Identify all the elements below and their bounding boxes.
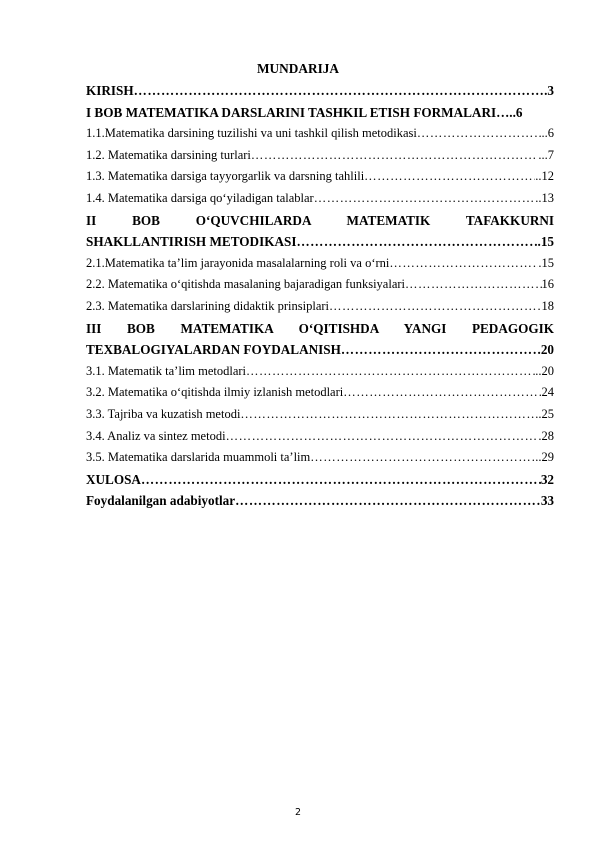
toc-entry-leader bbox=[235, 490, 541, 512]
toc-entry bbox=[86, 274, 554, 296]
toc-entry-word: III bbox=[86, 320, 102, 336]
toc-entry bbox=[86, 361, 554, 383]
toc-entry-label: 1.4. Matematika darsiga qo‘yiladigan talablar bbox=[86, 190, 314, 205]
toc-entry-label: Foydalanilgan adabiyotlar bbox=[86, 493, 236, 509]
toc-entry-label: 2.3. Matematika darslarining didaktik prinsiplari bbox=[86, 298, 329, 313]
toc-entry-label: 3.3. Tajriba va kuzatish metodi bbox=[86, 406, 241, 421]
toc-entry-page: 20 bbox=[540, 342, 554, 358]
toc-entry-label: 2.2. Matematika o‘qitishda masalaning bajaradigan funksiyalari bbox=[86, 277, 406, 292]
toc-entry-leader bbox=[296, 231, 534, 253]
page-number: 2 bbox=[294, 807, 302, 818]
toc-entry-label: 2.1.Matematika ta’lim jarayonida masalalarning roli va o‘rni bbox=[86, 255, 390, 270]
toc-entry-label: I BOB MATEMATIKA DARSLARINI TASHKIL ETISH FORMALARI bbox=[86, 104, 497, 120]
toc-entry-label: 3.5. Matematika darslarida muammoli ta’lim bbox=[86, 450, 311, 465]
toc-entry-page: ..20 bbox=[535, 363, 554, 378]
toc-entry-word: BOB bbox=[127, 320, 155, 336]
toc-entry-leader bbox=[226, 426, 539, 448]
toc-entry-label: 3.1. Matematik ta’lim metodlari bbox=[86, 363, 247, 378]
toc-entry-leader bbox=[310, 447, 535, 469]
toc-entry bbox=[86, 382, 554, 404]
toc-entry-word: PEDAGOGIK bbox=[471, 320, 555, 336]
toc-entry bbox=[86, 166, 554, 188]
toc-entry-leader bbox=[329, 296, 542, 318]
toc-entry-page: .13 bbox=[538, 190, 554, 205]
toc-entry-page: .25 bbox=[538, 406, 554, 421]
toc-entry-word: MATEMATIK bbox=[346, 212, 431, 228]
toc-entry-leader bbox=[314, 188, 539, 210]
toc-entry-leader bbox=[141, 469, 541, 491]
toc-entry-word: YANGI bbox=[403, 320, 447, 336]
toc-entry bbox=[86, 469, 554, 491]
toc-entry-leader bbox=[251, 145, 538, 167]
toc-entry bbox=[86, 490, 554, 512]
toc-entry bbox=[86, 188, 554, 210]
toc-entry-page: ..6 bbox=[541, 126, 554, 141]
toc-entry-leader bbox=[389, 253, 538, 275]
toc-entry-leader bbox=[341, 339, 541, 361]
toc-entry-leader bbox=[405, 274, 541, 296]
toc-entry-label: 3.4. Analiz va sintez metodi bbox=[86, 428, 226, 443]
toc-entry-word: MATEMATIKA bbox=[180, 320, 274, 336]
toc-entry-leader bbox=[417, 123, 542, 145]
toc-entry-leader bbox=[246, 361, 535, 383]
toc-entry-page: ..12 bbox=[535, 169, 554, 184]
toc-entry-word: II bbox=[86, 212, 97, 228]
table-of-contents bbox=[86, 80, 554, 512]
toc-entry-label: XULOSA bbox=[86, 471, 141, 487]
toc-entry-label: 3.2. Matematika o‘qitishda ilmiy izlanish metodlari bbox=[86, 385, 344, 400]
toc-entry-word: BOB bbox=[132, 212, 160, 228]
toc-entry-word: O‘QUVCHILARDA bbox=[195, 212, 311, 228]
toc-entry-page: 18 bbox=[541, 298, 554, 313]
toc-entry-label: SHAKLLANTIRISH METODIKASI bbox=[86, 234, 297, 250]
toc-entry bbox=[86, 80, 554, 102]
toc-entry-page: .28 bbox=[538, 428, 554, 443]
toc-entry-page: ...7 bbox=[538, 147, 554, 162]
toc-entry-word: O‘QITISHDA bbox=[298, 320, 379, 336]
toc-entry bbox=[86, 318, 554, 340]
toc-entry bbox=[86, 426, 554, 448]
toc-entry-leader bbox=[343, 382, 541, 404]
page-title: MUNDARIJA bbox=[257, 61, 339, 76]
toc-entry-label: TEXBALOGIYALARDAN FOYDALANISH bbox=[86, 342, 341, 358]
toc-entry-page: ..29 bbox=[535, 450, 554, 465]
toc-entry-page: 16 bbox=[541, 277, 554, 292]
toc-entry bbox=[86, 123, 554, 145]
toc-entry-leader bbox=[364, 166, 535, 188]
toc-entry-page: …..6 bbox=[496, 104, 523, 120]
toc-entry bbox=[86, 447, 554, 469]
toc-entry bbox=[86, 102, 554, 124]
toc-entry-label: 1.1.Matematika darsining tuzilishi va uni tashkil qilish metodikasi bbox=[86, 126, 417, 141]
toc-entry-label: 1.3. Matematika darsiga tayyorgarlik va darsning tahlili bbox=[86, 169, 365, 184]
toc-entry-leader bbox=[134, 80, 544, 102]
toc-entry-label: 1.2. Matematika darsining turlari bbox=[86, 147, 251, 162]
toc-entry bbox=[86, 296, 554, 318]
toc-entry-page: 24 bbox=[541, 385, 554, 400]
toc-entry bbox=[86, 339, 554, 361]
toc-entry bbox=[86, 404, 554, 426]
toc-entry-page: ..15 bbox=[534, 234, 554, 250]
toc-entry-page: .15 bbox=[538, 255, 554, 270]
toc-entry-page: 33 bbox=[540, 493, 554, 509]
toc-entry-word: TAFAKKURNI bbox=[465, 212, 555, 228]
toc-entry-page: .3 bbox=[544, 83, 554, 98]
toc-entry bbox=[86, 210, 554, 232]
toc-entry bbox=[86, 253, 554, 275]
toc-entry bbox=[86, 231, 554, 253]
toc-entry-page: 32 bbox=[540, 471, 554, 487]
toc-entry-label: KIRISH bbox=[86, 83, 134, 98]
toc-entry-leader bbox=[240, 404, 538, 426]
toc-entry bbox=[86, 145, 554, 167]
